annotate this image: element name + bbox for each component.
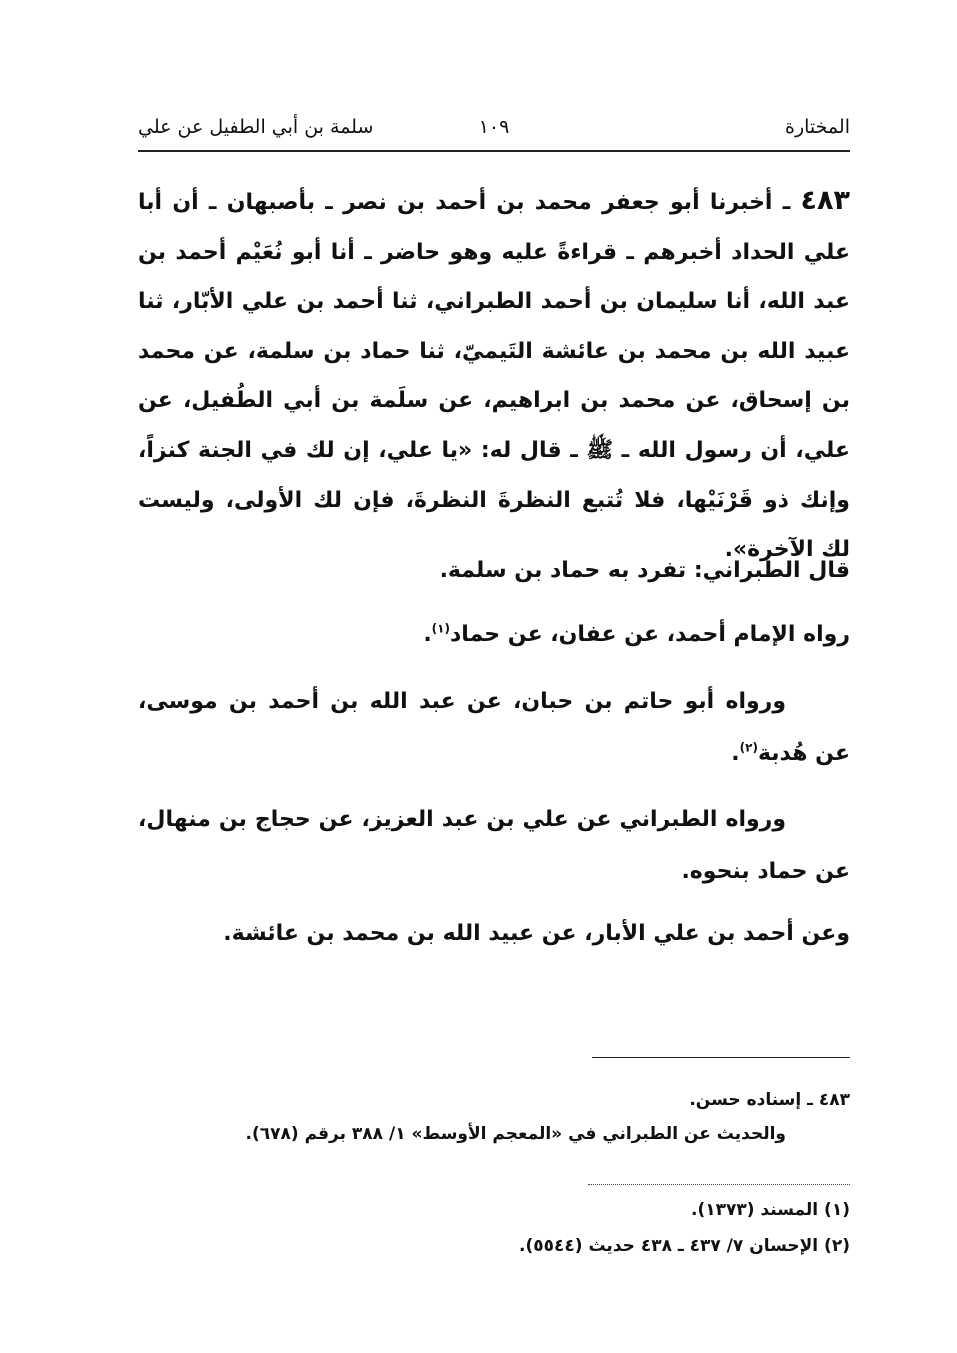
footnote-divider-dotted — [588, 1184, 850, 1185]
note-tabarani-alt-text: ورواه الطبراني عن علي بن عبد العزيز، عن حجاج بن منهال، عن حماد بنحوه. — [138, 807, 850, 884]
hadith-text: ـ أخبرنا أبو جعفر محمد بن أحمد بن نصر ـ بأصبهان ـ أن أبا علي الحداد أخبرهم ـ قراءةً عليه وهو حاضر ـ أنا أبو نُعَيْم أحمد بن عبد الله، أنا سليمان بن أحمد الطبراني، ثنا أحمد بن علي الأبّار، ثنا عبيد الله بن محمد بن عائشة التَيميّ، ثنا حماد بن سلمة، عن محمد بن إسحاق، عن محمد بن ابراهيم، عن سلَمة بن أبي الطُفيل، عن علي، أن رسول الله ـ ﷺ ـ قال له: «يا علي، إن لك في الجنة كنزاً، وإنك ذو قَرْنَيْها، فلا تُتبع النظرةَ النظرةَ، فإن لك الأولى، وليست لك الآخرة». — [138, 190, 850, 563]
note-tabarani — [138, 545, 914, 597]
note-ahmad — [138, 609, 914, 661]
note-tabarani-text: قال الطبراني: تفرد به حماد بن سلمة. — [439, 558, 850, 583]
hadith-block — [138, 176, 850, 575]
note-ibn-hibban-end: . — [731, 741, 740, 766]
note-abbar-text: وعن أحمد بن علي الأبار، عن عبيد الله بن محمد بن عائشة. — [223, 921, 850, 946]
hadith-number: ٤٨٣ — [800, 185, 850, 216]
note-tabarani-alt — [138, 794, 850, 898]
page-number: ١٠٩ — [478, 116, 510, 138]
note-ahmad-text: رواه الإمام أحمد، عن عفان، عن حماد — [449, 622, 850, 647]
section-title: سلمة بن أبي الطفيل عن علي — [138, 116, 374, 138]
footnote-ref-1[interactable]: (١) — [431, 621, 450, 636]
footnote-2: (٢) الإحسان ٧/ ٤٣٧ ـ ٤٣٨ حديث (٥٥٤٤). — [519, 1236, 850, 1256]
note-ahmad-end: . — [423, 622, 432, 647]
footnote-ref-2[interactable]: (٢) — [739, 740, 758, 755]
editor-note-2: والحديث عن الطبراني في «المعجم الأوسط» ١/ ٣٨٨ برقم (٦٧٨). — [245, 1124, 786, 1144]
header-divider — [138, 150, 850, 152]
footnote-divider — [592, 1057, 850, 1058]
running-header — [138, 112, 850, 148]
book-title: المختارة — [785, 116, 850, 138]
note-ibn-hibban-text: ورواه أبو حاتم بن حبان، عن عبد الله بن أحمد بن موسى، عن هُدبة — [138, 689, 850, 766]
hadith-paragraph — [138, 176, 850, 575]
footnote-1: (١) المسند (١٣٧٣). — [691, 1200, 850, 1220]
note-abbar — [138, 908, 914, 960]
note-ibn-hibban — [138, 676, 850, 780]
editor-note-1: ٤٨٣ ـ إسناده حسن. — [689, 1090, 850, 1110]
